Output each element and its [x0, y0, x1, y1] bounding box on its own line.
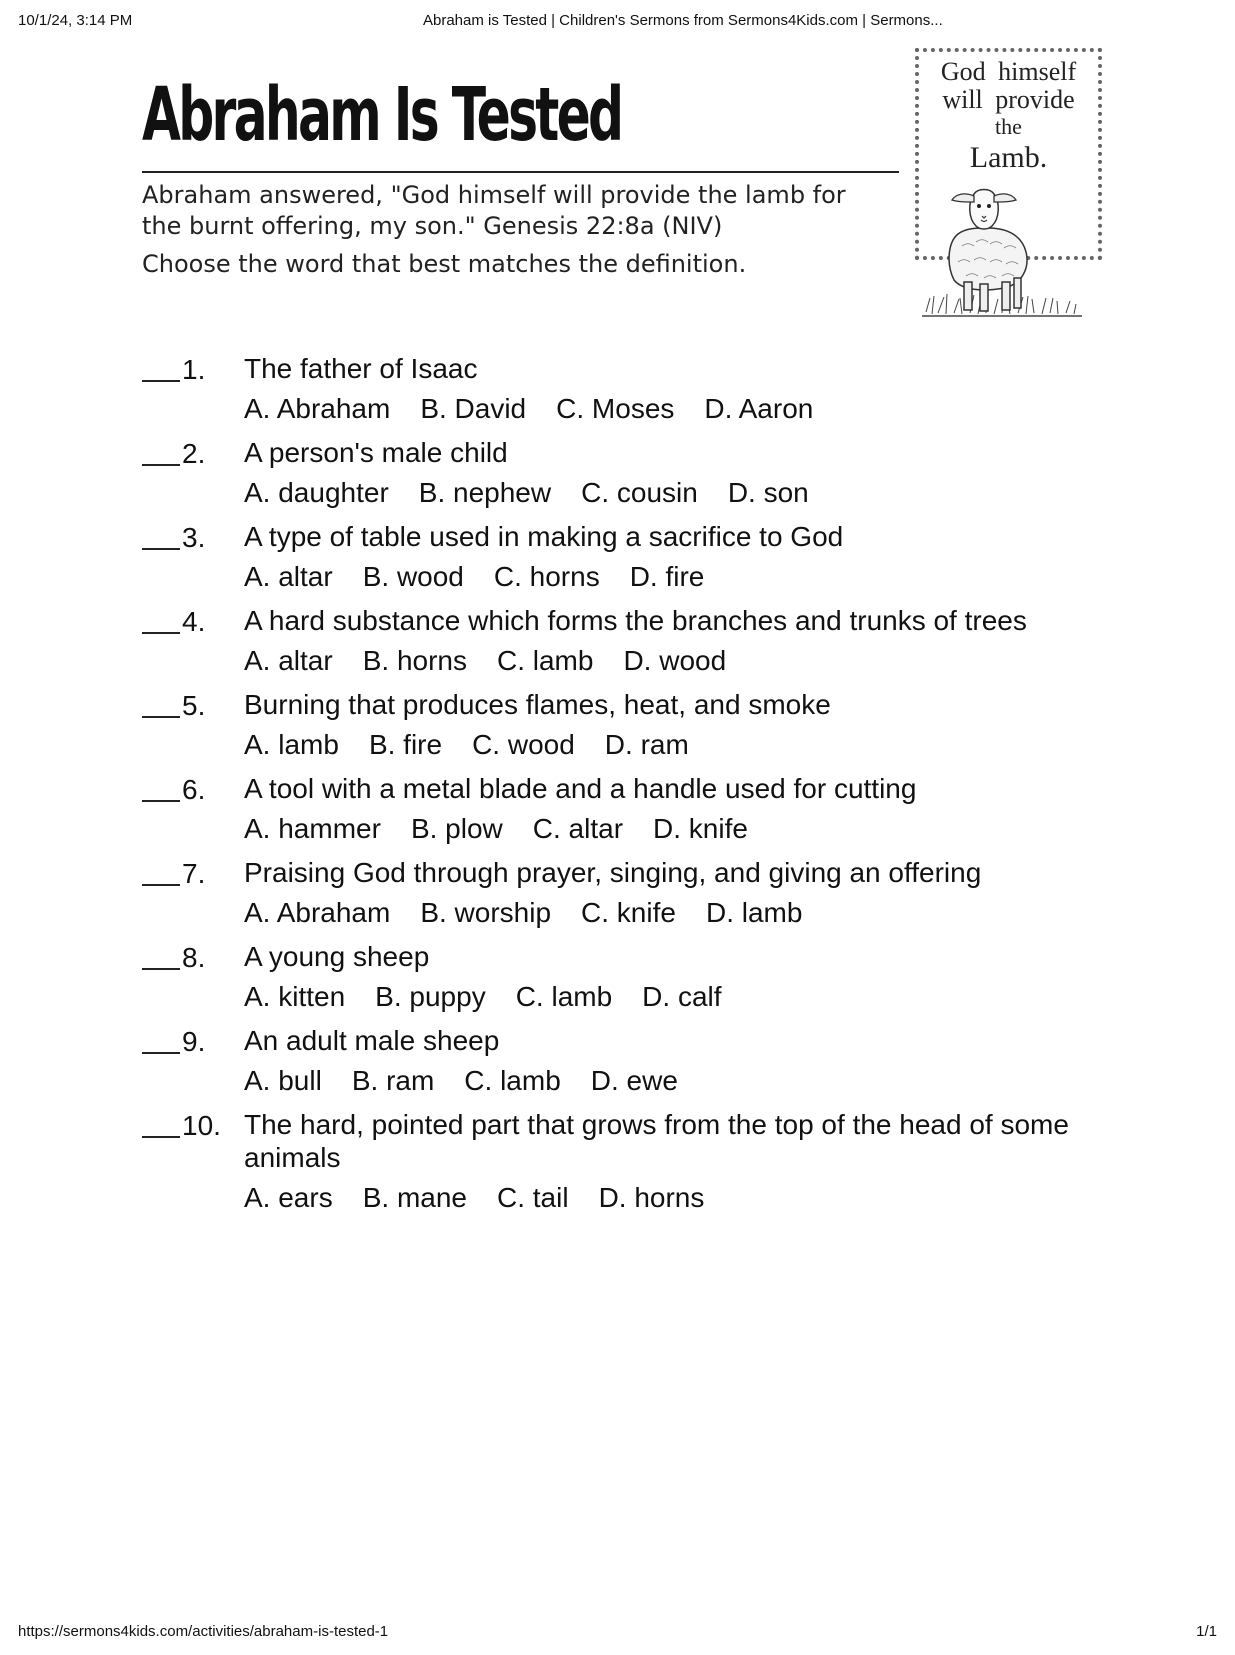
option-b: B. mane — [362, 1182, 467, 1213]
question-definition: A person's male child — [244, 437, 508, 468]
card-line-2: will provide — [942, 85, 1075, 114]
question-definition: The hard, pointed part that grows from the top of the head of some animals — [244, 1109, 1069, 1173]
title-divider — [142, 171, 899, 173]
question-definition: A hard substance which forms the branches and trunks of trees — [244, 605, 1027, 636]
answer-blank[interactable] — [142, 716, 180, 718]
question-number: 8. — [182, 942, 206, 973]
option-c: C. lamb — [496, 645, 594, 676]
option-c: C. altar — [532, 813, 624, 844]
option-a: A. altar — [244, 645, 333, 676]
option-d: D. fire — [629, 561, 705, 592]
option-c: C. Moses — [556, 393, 675, 424]
question-options — [244, 727, 1122, 763]
answer-blank[interactable] — [142, 380, 180, 382]
question-definition: A young sheep — [244, 941, 430, 972]
option-b: B. worship — [420, 897, 552, 928]
option-b: B. David — [420, 393, 527, 424]
option-a: A. bull — [244, 1065, 322, 1096]
question-number: 10. — [182, 1110, 221, 1141]
option-c: C. lamb — [464, 1065, 561, 1096]
question-definition: A type of table used in making a sacrifice to God — [244, 521, 844, 552]
option-b: B. nephew — [418, 477, 552, 508]
option-d: D. knife — [653, 813, 748, 844]
card-line-3: the — [995, 114, 1022, 139]
question-options — [244, 559, 1122, 595]
option-d: D. lamb — [705, 897, 803, 928]
question-item — [142, 1024, 1122, 1099]
option-d: D. Aaron — [704, 393, 814, 424]
verse-line-2: the burnt offering, my son." Genesis 22:8a (NIV) — [142, 212, 723, 240]
page-count: 1/1 — [1196, 1623, 1217, 1640]
option-a: A. daughter — [244, 477, 389, 508]
page-title: Abraham Is Tested — [142, 72, 622, 158]
question-number: 5. — [182, 690, 206, 721]
option-a: A. kitten — [244, 981, 346, 1012]
question-definition: A tool with a metal blade and a handle used for cutting — [244, 773, 917, 804]
question-number: 9. — [182, 1026, 206, 1057]
option-b: B. plow — [410, 813, 503, 844]
question-item — [142, 940, 1122, 1015]
question-item — [142, 604, 1122, 679]
question-item — [142, 688, 1122, 763]
option-c: C. cousin — [581, 477, 698, 508]
question-item — [142, 856, 1122, 931]
answer-blank[interactable] — [142, 1052, 180, 1054]
question-number: 2. — [182, 438, 206, 469]
question-item — [142, 520, 1122, 595]
option-c: C. wood — [472, 729, 575, 760]
option-d: D. calf — [642, 981, 722, 1012]
card-line-1: God himself — [940, 57, 1077, 86]
bible-verse — [142, 180, 846, 242]
question-definition: Praising God through prayer, singing, and giving an offering — [244, 857, 982, 888]
question-options — [244, 979, 1122, 1015]
option-a: A. Abraham — [244, 393, 391, 424]
question-definition: An adult male sheep — [244, 1025, 500, 1056]
answer-blank[interactable] — [142, 632, 180, 634]
option-d: D. ram — [604, 729, 689, 760]
question-definition: Burning that produces flames, heat, and smoke — [244, 689, 831, 720]
option-d: D. horns — [598, 1182, 705, 1213]
verse-line-1: Abraham answered, "God himself will provide the lamb for — [142, 181, 846, 209]
question-number: 6. — [182, 774, 206, 805]
question-list — [142, 352, 1122, 1225]
card-line-4: Lamb. — [969, 141, 1048, 174]
option-a: A. lamb — [244, 729, 339, 760]
answer-blank[interactable] — [142, 800, 180, 802]
option-d: D. wood — [623, 645, 727, 676]
question-number: 7. — [182, 858, 206, 889]
option-b: B. wood — [362, 561, 464, 592]
option-c: C. tail — [496, 1182, 569, 1213]
option-d: D. ewe — [590, 1065, 678, 1096]
question-options — [244, 643, 1122, 679]
option-b: B. ram — [351, 1065, 435, 1096]
question-options — [244, 811, 1122, 847]
question-options — [244, 475, 1122, 511]
print-date: 10/1/24, 3:14 PM — [18, 12, 133, 29]
print-url: https://sermons4kids.com/activities/abraham-is-tested-1 — [18, 1623, 389, 1640]
answer-blank[interactable] — [142, 1136, 180, 1138]
print-header — [18, 12, 1217, 32]
question-item — [142, 772, 1122, 847]
question-item — [142, 352, 1122, 427]
question-item — [142, 1108, 1122, 1216]
lamb-illustration — [918, 172, 1086, 324]
question-definition: The father of Isaac — [244, 353, 478, 384]
question-item — [142, 436, 1122, 511]
option-a: A. ears — [244, 1182, 333, 1213]
question-options — [244, 1063, 1122, 1099]
option-c: C. knife — [581, 897, 676, 928]
option-b: B. puppy — [375, 981, 486, 1012]
option-c: C. lamb — [515, 981, 613, 1012]
question-number: 4. — [182, 606, 206, 637]
verse-card-text — [919, 58, 1098, 176]
question-options — [244, 895, 1122, 931]
question-number: 3. — [182, 522, 206, 553]
question-number: 1. — [182, 354, 206, 385]
option-a: A. hammer — [244, 813, 381, 844]
option-c: C. horns — [493, 561, 600, 592]
option-a: A. altar — [244, 561, 333, 592]
print-footer — [18, 1623, 1217, 1643]
answer-blank[interactable] — [142, 968, 180, 970]
answer-blank[interactable] — [142, 548, 180, 550]
print-document-title: Abraham is Tested | Children's Sermons from Sermons4Kids.com | Sermons... — [423, 12, 943, 29]
answer-blank[interactable] — [142, 884, 180, 886]
question-options — [244, 391, 1122, 427]
option-a: A. Abraham — [244, 897, 391, 928]
option-b: B. fire — [368, 729, 443, 760]
instructions: Choose the word that best matches the definition. — [142, 250, 747, 278]
answer-blank[interactable] — [142, 464, 180, 466]
option-d: D. son — [727, 477, 809, 508]
question-options — [244, 1180, 1122, 1216]
option-b: B. horns — [362, 645, 467, 676]
